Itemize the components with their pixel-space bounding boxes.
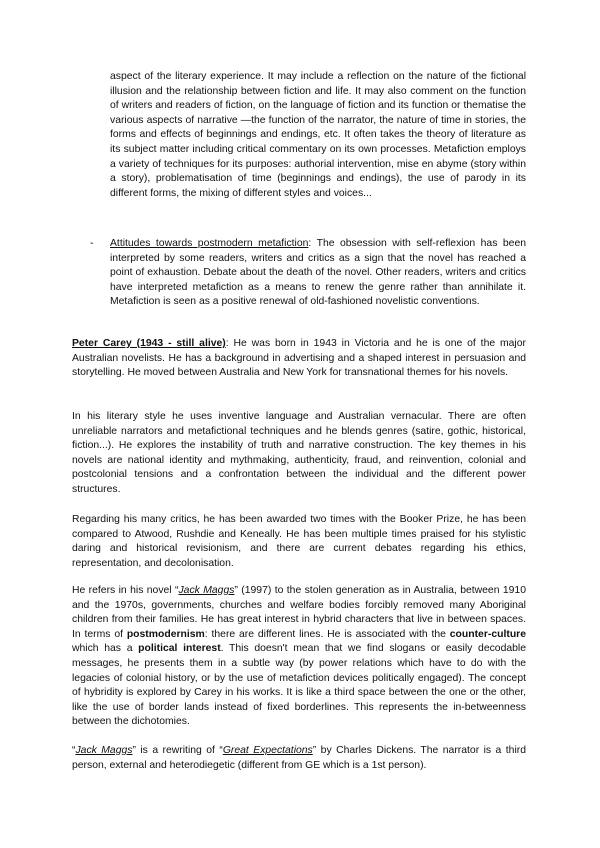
attitudes-heading: Attitudes towards postmodern metafiction [110, 238, 309, 249]
rewrite-text-1: ” is a rewriting of “ [132, 745, 223, 756]
rewrite-title-great-expectations: Great Expectations [222, 745, 313, 756]
maggs-text-3: : there are different lines. He is associated with the [204, 628, 450, 640]
attitudes-body: The obsession with self-reflexion has been interpreted by some readers, writers and critics as a sign that the novel has reached a point of exhaustion. Debate about the death of the novel. Other readers, writers and critics have interpreted metafiction as a means to renew the genre rather than annihilate it. Metafiction is seen as a positive renewal of old-fashioned novelistic conventions. [110, 238, 526, 308]
rewrite-text-2: ” by Charles Dickens. The narrator is a third person, external and heterodiegetic (different from GE which is a 1st person). [72, 745, 526, 771]
metafiction-definition-paragraph [110, 70, 526, 201]
critics-paragraph [72, 513, 526, 571]
literary-style-text: In his literary style he uses inventive language and Australian vernacular. There are often unreliable narrators and metafictional techniques and he blends genres (satire, gothic, historical, fiction...). He explores the instability of truth and narrative construction. The key themes in his novels are national identity and mythmaking, authenticity, fraud, and reinvention, colonial and postcolonial tensions and a confrontation between the individual and the different power structures. [72, 411, 526, 495]
maggs-counter-culture-bold: counter-culture [449, 628, 526, 640]
critics-text: Regarding his many critics, he has been awarded two times with the Booker Prize, he has been compared to Atwood, Rushdie and Keneally. He has been multiple times praised for his stylistic daring and historical revisionism, and there are current debates regarding his ethics, representation, and decolonisation. [72, 514, 526, 569]
jack-maggs-paragraph [72, 584, 526, 730]
maggs-political-interest-bold: political interest [138, 643, 221, 655]
bullet-dash: - [90, 238, 94, 249]
maggs-postmodernism-bold: postmodernism [126, 628, 205, 640]
maggs-novel-title: Jack Maggs [178, 585, 235, 596]
maggs-text-4: which has a [72, 643, 139, 655]
carey-colon: : [225, 338, 229, 349]
carey-intro-paragraph [72, 337, 526, 381]
maggs-text-5: . This doesn't mean that we find slogans or easily decodable messages, he presents them in a subtle way (by power relations which have to do with the legacies of colonial history, or by the use of metafiction devices politically engaged). The concept of hybridity is explored by Carey in his works. It is like a third space between the one or the other, like the use of border lands instead of fixed borderlines. This represents the in-betweenness between the dichotomies. [72, 643, 526, 728]
attitudes-bullet-text [110, 237, 526, 310]
rewrite-title-jack-maggs: Jack Maggs [75, 745, 133, 756]
attitudes-colon: : [308, 238, 312, 249]
carey-intro-body: He was born in 1943 in Victoria and he is one of the major Australian novelists. He has a background in advertising and a shaped interest in persuasion and storytelling. He moved between Australia and New York for transnational themes for his novels. [72, 338, 526, 379]
maggs-text-2: ” (1997) to the stolen generation as in Australia, between 1910 and the 1970s, governments, churches and welfare bodies forcibly removed many Aboriginal children from their families. He has great interest in hybrid characters that live in between spaces. In terms of [72, 585, 526, 640]
metafiction-definition-text: aspect of the literary experience. It may include a reflection on the nature of the fictional illusion and the relationship between fiction and life. It may also comment on the function of writers and readers of fiction, on the language of fiction and its function or thematise the various aspects of narrative —the function of the narrator, the nature of time in stories, the forms and effects of beginnings and endings, etc. It often takes the theory of literature as its subject matter including critical commentary on its own processes. Metafiction employs a variety of techniques for its purposes: authorial intervention, mise en abyme (story within a story), problematisation of time (beginnings and endings), the use of parody in its different forms, the mixing of different styles and voices... [110, 71, 526, 199]
rewriting-paragraph [72, 744, 526, 773]
literary-style-paragraph [72, 410, 526, 498]
rewrite-open-quote: “ [72, 745, 76, 756]
carey-heading: Peter Carey (1943 - still alive) [72, 338, 226, 349]
maggs-text-1: He refers in his novel “ [72, 585, 179, 596]
